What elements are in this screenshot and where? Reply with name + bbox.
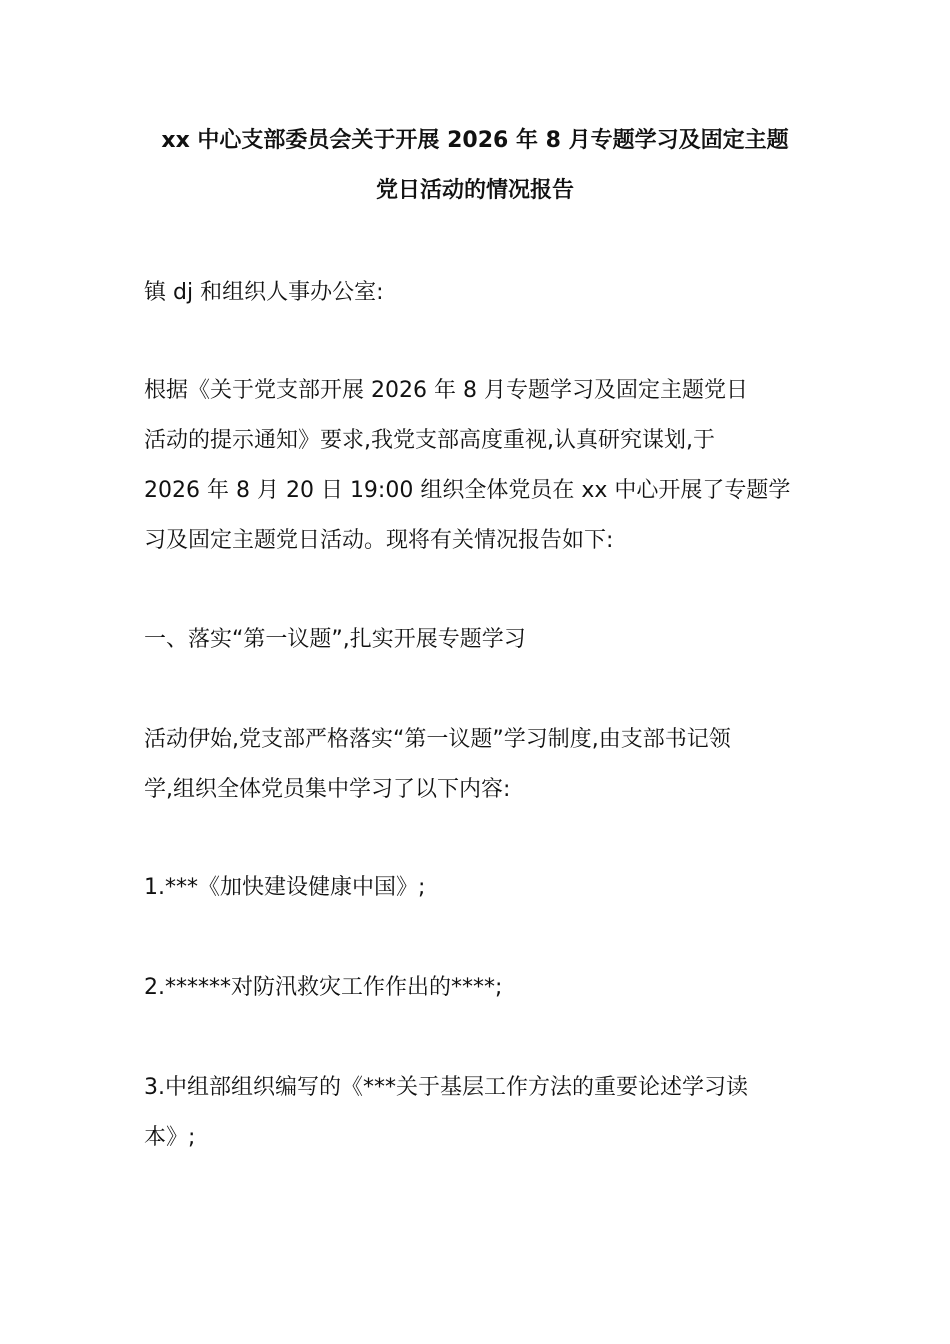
title-line-1: xx 中心支部委员会关于开展 2026 年 8 月专题学习及固定主题 xyxy=(161,128,789,153)
list-item xyxy=(144,963,808,1013)
intro-line-1: 根据《关于党支部开展 2026 年 8 月专题学习及固定主题党日 xyxy=(144,378,748,403)
intro-line-2: 活动的提示通知》要求,我党支部高度重视,认真研究谋划,于 xyxy=(144,428,715,453)
section1-heading xyxy=(144,615,808,665)
intro-paragraph xyxy=(144,366,808,566)
item2-text: 2.******对防汛救灾工作作出的****; xyxy=(144,975,503,1000)
document-title xyxy=(100,116,850,216)
salutation-text: 镇 dj 和组织人事办公室: xyxy=(144,280,384,305)
section1-heading-text: 一、落实“第一议题”,扎实开展专题学习 xyxy=(144,627,526,652)
list-item xyxy=(144,1063,808,1163)
section1-paragraph xyxy=(144,715,808,815)
section1-line-2: 学,组织全体党员集中学习了以下内容: xyxy=(144,777,511,802)
title-line-2: 党日活动的情况报告 xyxy=(375,178,574,203)
item3-line-2: 本》; xyxy=(144,1125,196,1150)
intro-line-4: 习及固定主题党日活动。现将有关情况报告如下: xyxy=(144,528,614,553)
section1-line-1: 活动伊始,党支部严格落实“第一议题”学习制度,由支部书记领 xyxy=(144,727,731,752)
list-item xyxy=(144,863,808,913)
item3-line-1: 3.中组部组织编写的《***关于基层工作方法的重要论述学习读 xyxy=(144,1075,748,1100)
intro-line-3: 2026 年 8 月 20 日 19:00 组织全体党员在 xx 中心开展了专题学 xyxy=(144,478,791,503)
salutation xyxy=(144,268,808,318)
item1-text: 1.***《加快建设健康中国》; xyxy=(144,875,426,900)
